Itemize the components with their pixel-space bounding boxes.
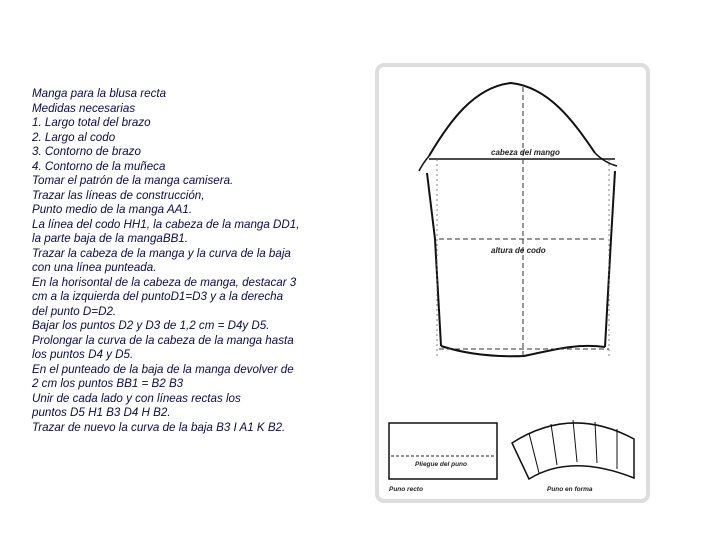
text-line: Medidas necesarias [32, 101, 136, 115]
shaped-cuff-div-1 [529, 433, 539, 473]
text-line: 1. Largo total del brazo [32, 116, 151, 129]
text-line: del punto D=D2. [32, 304, 117, 318]
cap-label: cabeza del mango [491, 148, 560, 157]
sleeve-pattern-figure [375, 63, 650, 503]
text-line: En el punteado de la baja de la manga devolver de [32, 362, 294, 376]
text-line: Bajar los puntos D2 y D3 de 1,2 cm = D4y D5. [32, 319, 270, 332]
text-line: Prolongar la curva de la cabeza de la manga hasta [32, 333, 294, 347]
sleeve-pattern-drawing [379, 67, 646, 499]
text-line: con una línea punteada. [32, 261, 157, 274]
shaped-cuff-div-3 [573, 420, 577, 462]
shaped-cuff-div-4 [595, 422, 597, 463]
cuff-fold-label: Pliegue del puno [415, 461, 468, 468]
text-line: 3. Contorno de brazo [32, 145, 141, 158]
cap-extension-left [419, 156, 429, 171]
straight-cuff-panel [389, 423, 497, 479]
shaped-cuff-label: Puno en forma [547, 486, 593, 493]
text-line: En la horisontal de la cabeza de manga, destacar 3 [32, 275, 297, 289]
right-side-seam [605, 171, 615, 347]
text-line: cm a la izquierda del puntoD1=D3 y a la derecha [32, 290, 284, 303]
straight-cuff-label: Puno recto [389, 486, 423, 493]
text-line: Tomar el patrón de la manga camisera. [32, 174, 234, 187]
text-line: puntos D5 H1 B3 D4 H B2. [32, 406, 171, 419]
text-line: 2. Largo al codo [32, 130, 116, 144]
shaped-cuff-div-2 [551, 424, 557, 465]
text-line: 4. Contorno de la muñeca [32, 159, 166, 173]
shaped-cuff-outline [512, 423, 634, 479]
text-line: Punto medio de la manga AA1. [32, 203, 193, 216]
text-line: Trazar la cabeza de la manga y la curva de la baja [32, 246, 291, 260]
text-line: Trazar las líneas de construcción, [32, 188, 205, 202]
text-line: La línea del codo HH1, la cabeza de la manga DD1, [32, 217, 300, 231]
title-line: Manga para la blusa recta [32, 87, 167, 100]
instructions-text [32, 87, 332, 435]
left-side-seam [427, 173, 441, 346]
text-line: Trazar de nuevo la curva de la baja B3 I A1 K B2. [32, 420, 286, 434]
text-line: Unir de cada lado y con líneas rectas los [32, 391, 241, 405]
sleeve-cap-curve [429, 83, 595, 156]
text-line: la parte baja de la mangaBB1. [32, 232, 188, 245]
text-line: 2 cm los puntos BB1 = B2 B3 [32, 377, 184, 390]
text-line: los puntos D4 y D5. [32, 348, 134, 361]
elbow-label: altura de codo [491, 246, 546, 255]
